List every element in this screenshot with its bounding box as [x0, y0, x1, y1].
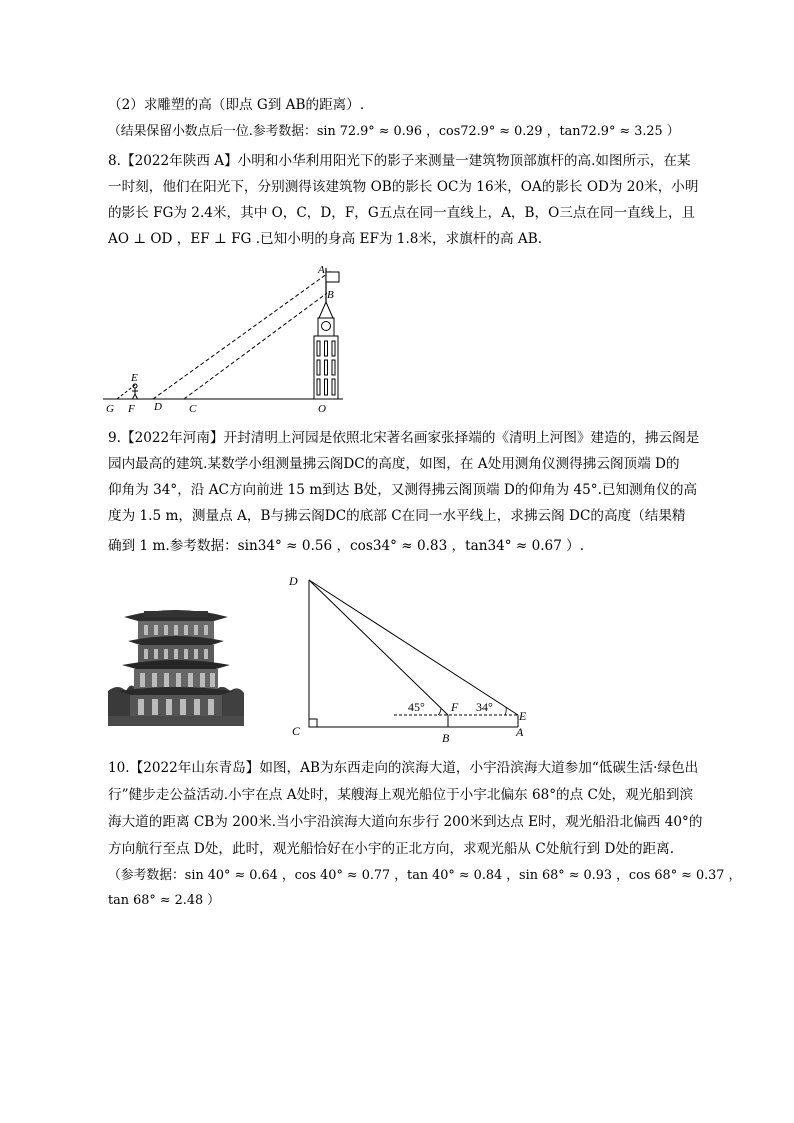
p8-line2: 一时刻，他们在阳光下，分别测得该建筑物 OB的影长 OC为 16米，OA的影长 OD为 20米，小明	[108, 179, 699, 195]
building	[314, 302, 338, 399]
person	[132, 384, 138, 399]
p10-line4: 方向航行至点 D处，此时，观光船恰好在小宇的正北方向，求观光船从 C处航行到 D处的距离.	[108, 841, 675, 857]
p10-line6: tan 68° ≈ 2.48 ）	[108, 893, 220, 908]
label-C: C	[189, 403, 197, 415]
flag	[326, 272, 339, 282]
p7-line1: （2）求雕塑的高（即点 G到 AB的距离）.	[108, 97, 365, 113]
label-D: D	[154, 401, 162, 413]
p8-line4: AO ⊥ OD ，EF ⊥ FG .已知小明的身高 EF为 1.8米，求旗杆的高 AB.	[108, 231, 543, 247]
arc-34	[505, 707, 506, 715]
p9-line1: 9.【2022年河南】开封清明上河园是依照北宋著名画家张择端的《清明上河图》建造的，拂云阁是	[108, 430, 700, 446]
p8-figure	[95, 258, 355, 418]
arc-45	[438, 708, 441, 715]
p9-figure	[283, 570, 543, 750]
label-B: B	[327, 289, 334, 301]
p10-line1: 10.【2022年山东青岛】如图，AB为东西走向的滨海大道，小宇沿滨海大道参加“低碳生活·绿色出	[108, 760, 699, 776]
p9-line3: 仰角为 34°，沿 AC方向前进 15 m到达 B处，又测得拂云阁顶端 D的仰角为 45°.已知测角仪的高	[108, 482, 698, 498]
label-A: A	[318, 264, 325, 276]
label-F: F	[451, 700, 459, 714]
p10-line5: （参考数据：sin 40° ≈ 0.64 ，cos 40° ≈ 0.77 ，tan 40° ≈ 0.84 ，sin 68° ≈ 0.93 ，cos 68° ≈ 0.37 ，	[108, 868, 742, 883]
p9-line2: 园内最高的建筑.某数学小组测量拂云阁DC的高度，如图，在 A处用测角仪测得拂云阁顶端 D的	[108, 456, 680, 472]
label-A: A	[516, 725, 524, 739]
sight-DE	[309, 580, 518, 715]
p9-line4: 度为 1.5 m，测量点 A，B与拂云阁DC的底部 C在同一水平线上，求拂云阁 DC的高度（结果精	[108, 508, 686, 524]
p10-line3: 海大道的距离 CB为 200米.当小宇沿滨海大道向东步行 200米到达点 E时，观光船沿北偏西 40°的	[108, 814, 703, 830]
sight-DF	[309, 580, 448, 715]
shadow-ray-B	[184, 293, 327, 399]
angle-34: 34°	[476, 700, 493, 714]
p7-line2: （结果保留小数点后一位.参考数据：sin 72.9° ≈ 0.96 ，cos72.9° ≈ 0.29 ，tan72.9° ≈ 3.25 ）	[108, 124, 680, 139]
shadow-ray-E	[117, 385, 135, 399]
label-D: D	[289, 574, 298, 588]
pavilion-photo	[108, 599, 244, 726]
p10-line2: 行”健步走公益活动.小宇在点 A处时，某艘海上观光船位于小宇北偏东 68°的点 C处，观光船到滨	[108, 787, 694, 803]
label-O: O	[318, 403, 326, 415]
angle-45: 45°	[408, 700, 425, 714]
label-E: E	[131, 372, 138, 384]
label-E: E	[519, 709, 527, 723]
p9-line5: 确到 1 m.参考数据：sin34° ≈ 0.56 ，cos34° ≈ 0.83 ，tan34° ≈ 0.67 ）.	[108, 538, 585, 554]
label-G: G	[106, 403, 114, 415]
shadow-ray-A	[153, 271, 331, 399]
p8-line3: 的影长 FG为 2.4米，其中 O，C，D，F，G五点在同一直线上，A，B，O三点在同一直线上，且	[108, 205, 696, 221]
label-B: B	[442, 731, 450, 745]
label-F: F	[128, 403, 135, 415]
label-C: C	[292, 724, 301, 738]
p8-line1: 8.【2022年陕西 A】小明和小华利用阳光下的影子来测量一建筑物顶部旗杆的高.如图所示，在某	[108, 153, 691, 169]
right-angle-C	[309, 719, 317, 727]
